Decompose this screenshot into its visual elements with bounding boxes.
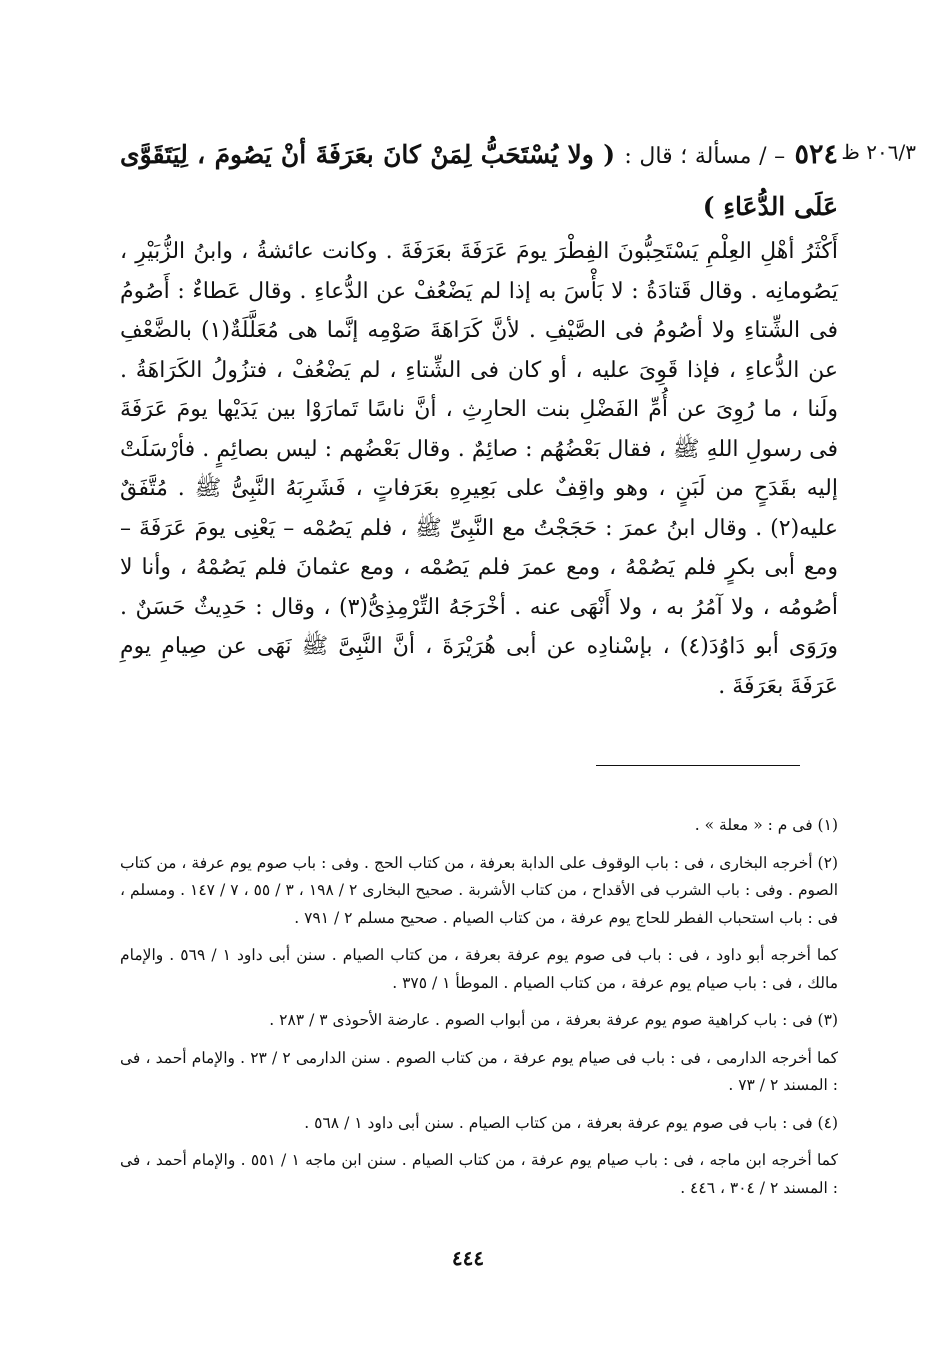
margin-reference: ٢٠٦/٣ ظ <box>841 140 916 164</box>
footnote <box>120 942 838 997</box>
page-number: ٤٤٤ <box>451 1246 485 1270</box>
footnote <box>120 1007 838 1035</box>
footnote <box>120 1045 838 1100</box>
section-heading <box>120 130 838 232</box>
footnote-text: (٢) أخرجه البخارى ، فى : باب الوقوف على الدابة بعرفة ، من كتاب الحج . وفى : باب صوم يوم عرفة ، من كتاب الصوم . وفى : باب الشرب فى الأقداح ، من كتاب الأشربة . صحيح البخارى ٢ / ١٩٨ ، ٣ / ٥٥ ، ٧ / ١٤٧ . ومسلم ، فى : باب استحباب الفطر للحاج يوم عرفة ، من كتاب الصيام . صحيح مسلم ٢ / ٧٩١ . <box>120 853 839 927</box>
footnote-text: (٣) فى : باب كراهية صوم يوم عرفة بعرفة ، من أبواب الصوم . عارضة الأحوذى ٣ / ٢٨٣ . <box>269 1011 838 1029</box>
footnote-text: كما أخرجه ابن ماجه ، فى : باب صيام يوم عرفة ، من كتاب الصيام . سنن ابن ماجه ١ / ٥٥١ . والإمام أحمد ، فى : المسند ٢ / ٣٠٤ ، ٤٤٦ . <box>120 1151 839 1197</box>
section-number: ٥٢٤ <box>794 139 838 170</box>
footnote-text: (١) فى م : « معلة » . <box>694 816 838 834</box>
body-paragraph: أَكْثَرُ أهْلِ العِلْمِ يَسْتَحِبُّونَ الفِطْرَ يومَ عَرَفَةَ بعَرَفَةَ . وكانت عائشةُ ، وابنُ الزُّبَيْرِ ، يَصُومانِه . وقال قَتادَةُ : لا بَأْسَ به إذا لم يَضْعُفْ عن الدُّعاءِ . وقال عَطاءٌ : أَصُومُ فى الشِّتاءِ ولا أصُومُ فى الصَّيْفِ . لأنَّ كَرَاهَةَ صَوْمِه إنَّما هى مُعَلَّلَةٌ(١) بالضَّعْفِ عن الدُّعاءِ ، فإذا قَوِىَ عليه ، أو كان فى الشِّتاءِ ، لم يَضْعُفْ ، فتزُولُ الكَرَاهَةُ . ولَنا ، ما رُوِىَ عن أُمِّ الفَضْلِ بنت الحارِثِ ، أنَّ ناسًا تَمارَوْا بين يَدَيْها يومَ عَرَفَةَ فى رسولِ اللهِ ﷺ ، فقال بَعْضُهُم : صائِمٌ . وقال بَعْضُهم : ليس بصائِمٍ . فأرْسَلَتْ إليه بقَدَحٍ من لَبَنٍ ، وهو واقِفٌ على بَعِيرِهِ بعَرَفاتٍ ، فَشَرِبَهُ النَّبِىُّ ﷺ . مُتَّفَقٌ عليه(٢) . وقال ابنُ عمرَ : حَجَجْتُ مع النَّبِىِّ ﷺ ، فلم يَصُمْه – يَعْنِى يومَ عَرَفَةَ – ومع أبى بكرٍ فلم يَصُمْهُ ، ومع عمرَ فلم يَصُمْه ، ومع عثمانَ فلم يَصُمْهُ ، وأنا لا أصُومُه ، ولا آمُرُ به ، ولا أَنْهَى عنه . أخْرَجَهُ التِّرْمِذِىُّ(٣) ، وقال : حَدِيثٌ حَسَنٌ . ورَوَى أبو دَاوُدَ(٤) ، بإسْنادِه عن أبى هُرَيْرَةَ ، أنَّ النَّبِىَّ ﷺ نَهَى عن صِيامِ يومِ عَرَفَةَ بعَرَفَةَ . <box>120 239 838 699</box>
footnote <box>120 850 838 933</box>
footnote <box>120 812 838 840</box>
footnote-text: كما أخرجه أبو داود ، فى : باب فى صوم يوم عرفة بعرفة ، من كتاب الصيام . سنن أبى داود ١ / ٥٦٩ . والإمام مالك ، فى : باب صيام يوم عرفة ، من كتاب الصيام . الموطأ ١ / ٣٧٥ . <box>120 946 838 992</box>
section-quote: ( ولا يُسْتَحَبُّ لِمَنْ كانَ بعَرَفَةَ أنْ يَصُومَ ، لِيَتَقَوَّى عَلَى الدُّعَاءِ ) <box>120 140 838 221</box>
footnote-text: (٤) فى : باب فى صوم يوم عرفة بعرفة ، من كتاب الصيام . سنن أبى داود ١ / ٥٦٨ . <box>304 1113 838 1132</box>
footnote <box>120 1147 838 1202</box>
footnote-separator <box>596 765 800 766</box>
footnote <box>120 1110 838 1138</box>
section-label: – / مسألة ؛ قال : <box>624 144 786 169</box>
footnotes <box>120 812 838 1202</box>
footnote-text: كما أخرجه الدارمى ، فى : باب فى صيام يوم عرفة ، من كتاب الصوم . سنن الدارمى ٢ / ٢٣ . والإمام أحمد ، فى : المسند ٢ / ٧٣ . <box>120 1048 839 1094</box>
